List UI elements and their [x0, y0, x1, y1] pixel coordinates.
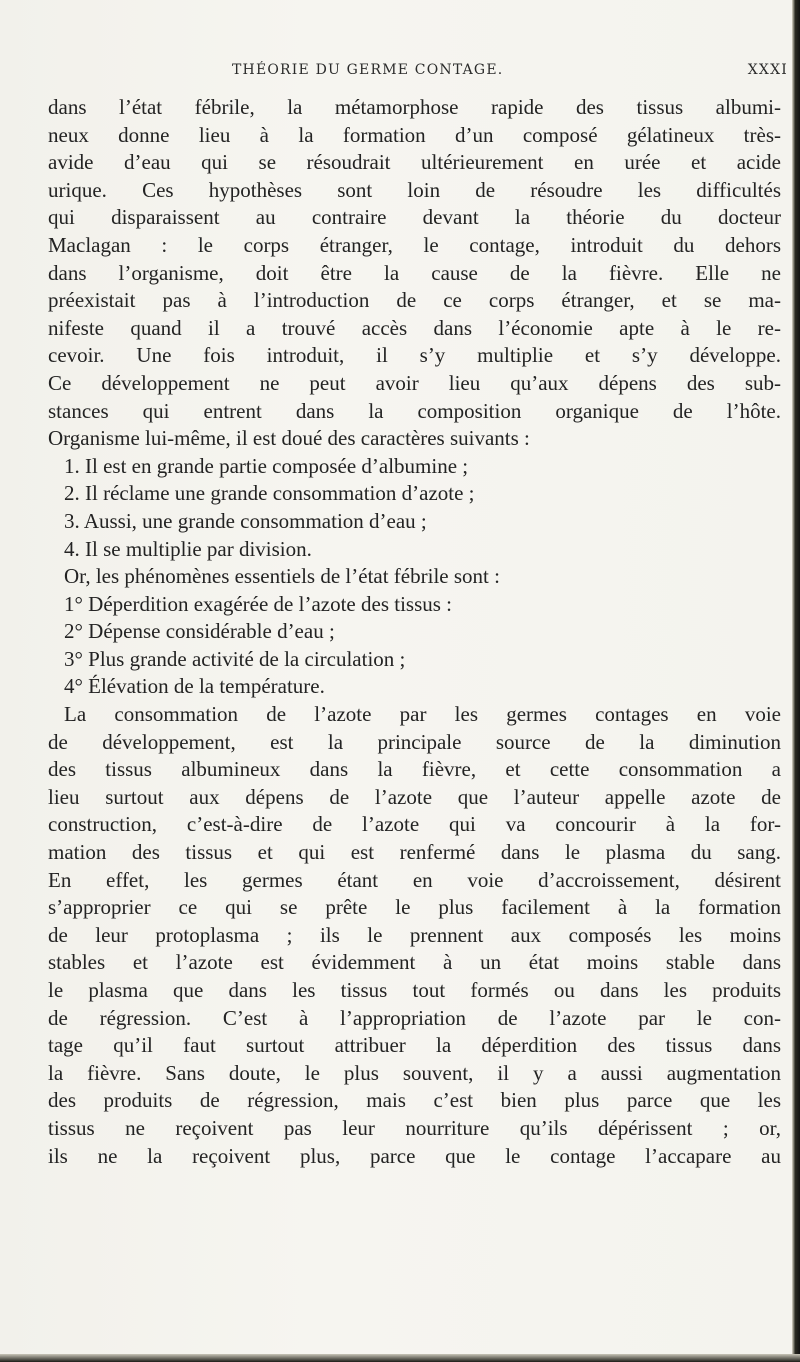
text-line: Organisme lui-même, il est doué des caractères suivants :	[48, 426, 530, 451]
text-line: urique. Ces hypothèses sont loin de résoudre les difficultés	[48, 177, 781, 202]
text-line: ils ne la reçoivent plus, parce que le contage l’accapare au	[48, 1143, 781, 1168]
text-line: de leur protoplasma ; ils le prennent aux composés les moins	[48, 922, 781, 947]
text-line: tage qu’il faut surtout attribuer la déperdition des tissus dans	[48, 1033, 781, 1058]
text-line: mation des tissus et qui est renfermé dans le plasma du sang.	[48, 840, 781, 865]
text-line: stables et l’azote est évidemment à un état moins stable dans	[48, 950, 781, 975]
text-line: cevoir. Une fois introduit, il s’y multiplie et s’y développe.	[48, 343, 781, 368]
running-header	[232, 62, 788, 84]
header-title: THÉORIE DU GERME CONTAGE.	[232, 62, 504, 78]
text-line: neux donne lieu à la formation d’un composé gélatineux très-	[48, 122, 781, 147]
text-line: qui disparaissent au contraire devant la théorie du docteur	[48, 205, 781, 230]
list-item: 3. Aussi, une grande consommation d’eau ;	[64, 508, 427, 533]
text-line: dans l’organisme, doit être la cause de la fièvre. Elle ne	[48, 260, 781, 285]
text-line: Ce développement ne peut avoir lieu qu’aux dépens des sub-	[48, 370, 781, 395]
text-line: dans l’état fébrile, la métamorphose rapide des tissus albumi-	[48, 95, 781, 119]
text-line: Or, les phénomènes essentiels de l’état fébrile sont :	[64, 564, 500, 589]
list-item: 1. Il est en grande partie composée d’albumine ;	[64, 453, 469, 478]
text-line: stances qui entrent dans la composition organique de l’hôte.	[48, 398, 781, 423]
page-number: XXXI	[747, 62, 788, 78]
text-line: de régression. C’est à l’appropriation de l’azote par le con-	[48, 1005, 781, 1030]
text-line: des produits de régression, mais c’est bien plus parce que les	[48, 1088, 781, 1113]
page-edge-shadow	[792, 0, 800, 1362]
text-line: s’approprier ce qui se prête le plus facilement à la formation	[48, 895, 781, 920]
list-item: 3° Plus grande activité de la circulation ;	[64, 646, 406, 671]
text-line: En effet, les germes étant en voie d’accroissement, désirent	[48, 867, 781, 892]
text-line: de développement, est la principale source de la diminution	[48, 729, 781, 754]
text-line: avide d’eau qui se résoudrait ultérieurement en urée et acide	[48, 150, 781, 175]
list-item: 2° Dépense considérable d’eau ;	[64, 619, 335, 644]
list-item: 4. Il se multiplie par division.	[64, 536, 312, 561]
text-line: construction, c’est-à-dire de l’azote qui va concourir à la for-	[48, 812, 781, 837]
text-line: tissus ne reçoivent pas leur nourriture qu’ils dépérissent ; or,	[48, 1115, 781, 1140]
list-item: 4° Élévation de la température.	[64, 674, 325, 699]
text-line: le plasma que dans les tissus tout formés ou dans les produits	[48, 978, 781, 1002]
body-text	[48, 94, 781, 1170]
text-line: Maclagan : le corps étranger, le contage, introduit du dehors	[48, 232, 781, 257]
text-line: la fièvre. Sans doute, le plus souvent, il y a aussi augmentation	[48, 1060, 781, 1085]
text-line: préexistait pas à l’introduction de ce corps étranger, et se ma-	[48, 288, 781, 313]
text-line: nifeste quand il a trouvé accès dans l’économie apte à le re-	[48, 315, 781, 340]
page-bottom-shadow	[0, 1354, 800, 1362]
text-line: lieu surtout aux dépens de l’azote que l’auteur appelle azote de	[48, 784, 781, 809]
list-item: 1° Déperdition exagérée de l’azote des tissus :	[64, 591, 453, 616]
text-line: des tissus albumineux dans la fièvre, et cette consommation a	[48, 757, 781, 782]
list-item: 2. Il réclame une grande consommation d’azote ;	[64, 481, 475, 506]
text-line: La consommation de l’azote par les germes contages en voie	[64, 702, 781, 727]
